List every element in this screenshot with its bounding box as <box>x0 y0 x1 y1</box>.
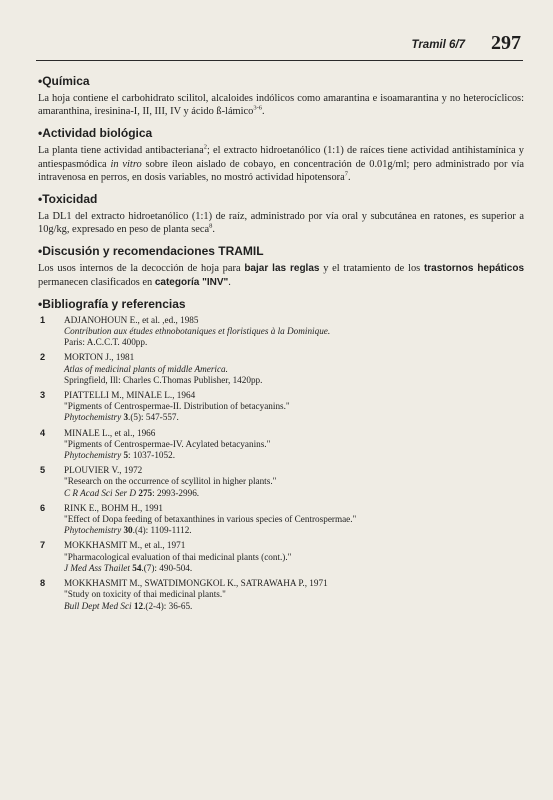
reference-item <box>38 428 524 462</box>
reference-item <box>38 315 524 349</box>
page-content <box>38 74 524 616</box>
reference-number: 6 <box>40 502 46 513</box>
reference-title: "Pharmacological evaluation of thai medicinal plants (cont.)." <box>64 551 292 562</box>
section-heading: •Química <box>38 74 90 88</box>
reference-number: 1 <box>40 314 46 325</box>
reference-number: 4 <box>40 427 46 438</box>
reference-citation: C R Acad Sci Ser D 275: 2993-2996. <box>64 487 200 498</box>
section-actividad <box>38 126 524 184</box>
running-head: Tramil 6/7 <box>411 39 465 51</box>
section-quimica <box>38 74 524 118</box>
reference-title: "Research on the occurrence of scyllitol in higher plants." <box>64 476 277 487</box>
reference-item <box>38 390 524 424</box>
paragraph: Los usos internos de la decocción de hoja para bajar las reglas y el tratamiento de los trastornos hepáticos permanecen clasificados en categoría "INV". <box>38 263 525 288</box>
reference-authors: MOKKHASMIT M., et al., 1971 <box>64 540 186 551</box>
page-number: 297 <box>491 32 521 54</box>
reference-citation: Phytochemistry 3.(5): 547-557. <box>64 412 179 423</box>
reference-title: Contribution aux études ethnobotaniques et floristiques à la Dominique. <box>64 326 331 337</box>
reference-item <box>38 540 524 574</box>
reference-number: 3 <box>40 390 46 401</box>
section-heading: •Bibliografía y referencias <box>38 296 186 311</box>
reference-title: "Pigments of Centrospermae-IV. Acylated betacyanins." <box>64 438 271 449</box>
reference-publisher: Springfield, Ill: Charles C.Thomas Publisher, 1420pp. <box>64 374 263 385</box>
reference-citation: Phytochemistry 30.(4): 1109-1112. <box>64 525 192 536</box>
paragraph: La hoja contiene el carbohidrato scilitol, alcaloides indólicos como amarantina e isoamarantina y no heterocíclicos: amaranthina, iresinina-I, II, III, IV y ácido ß-lámico$^{3-6}$. <box>38 93 524 118</box>
reference-title: "Pigments of Centrospermae-II. Distribution of betacyanins." <box>64 401 290 412</box>
reference-publisher: Paris: A.C.C.T. 400pp. <box>64 337 148 348</box>
reference-authors: MINALE L., et al., 1966 <box>64 427 156 438</box>
reference-title: "Effect of Dopa feeding of betaxanthines in various species of Centrospermae." <box>64 514 357 525</box>
reference-authors: ADJANOHOUN E., et al. ,ed., 1985 <box>64 314 199 325</box>
section-heading: •Toxicidad <box>38 192 98 207</box>
reference-authors: RINK E., BOHM H., 1991 <box>64 502 164 513</box>
reference-number: 7 <box>40 540 46 551</box>
section-heading: •Discusión y recomendaciones TRAMIL <box>38 244 264 259</box>
paragraph: La planta tiene actividad antibacteriana$^2$; el extracto hidroetanólico (1:1) de raíces tiene actividad antihistamínica y antiespasmódica in vitro sobre íleon aislado de cobayo, en concentración de 0.01g/ml; pero administrado por vía intravenosa en perros, en dosis variables, no mostró actividad hipotensora$^7$. <box>38 143 524 183</box>
page-header <box>36 30 523 61</box>
reference-title: Atlas of medicinal plants of middle America. <box>64 363 228 374</box>
reference-citation: Phytochemistry 5: 1037-1052. <box>64 450 176 461</box>
reference-item <box>38 465 524 499</box>
reference-authors: MORTON J., 1981 <box>64 352 135 363</box>
section-discusion <box>38 244 524 288</box>
reference-authors: MOKKHASMIT M., SWATDIMONGKOL K., SATRAWAHA P., 1971 <box>64 578 328 589</box>
reference-citation: J Med Ass Thailet 54.(7): 490-504. <box>64 562 193 573</box>
reference-list <box>38 315 524 612</box>
paragraph: La DL1 del extracto hidroetanólico (1:1) de raíz, administrado por vía oral y subcutánea en ratones, es superior a 10g/kg, expresado en peso de planta seca$^8$. <box>38 211 524 236</box>
section-bibliografia <box>38 297 524 612</box>
reference-number: 2 <box>40 352 46 363</box>
reference-item <box>38 503 524 537</box>
reference-authors: PIATTELLI M., MINALE L., 1964 <box>64 390 196 401</box>
reference-authors: PLOUVIER V., 1972 <box>64 465 143 476</box>
section-heading: •Actividad biológica <box>38 126 153 141</box>
reference-number: 8 <box>40 578 46 589</box>
reference-number: 5 <box>40 465 46 476</box>
reference-citation: Bull Dept Med Sci 12.(2-4): 36-65. <box>64 600 193 611</box>
section-toxicidad <box>38 192 524 236</box>
reference-title: "Study on toxicity of thai medicinal plants." <box>64 589 226 600</box>
reference-item <box>38 578 524 612</box>
reference-item <box>38 352 524 386</box>
